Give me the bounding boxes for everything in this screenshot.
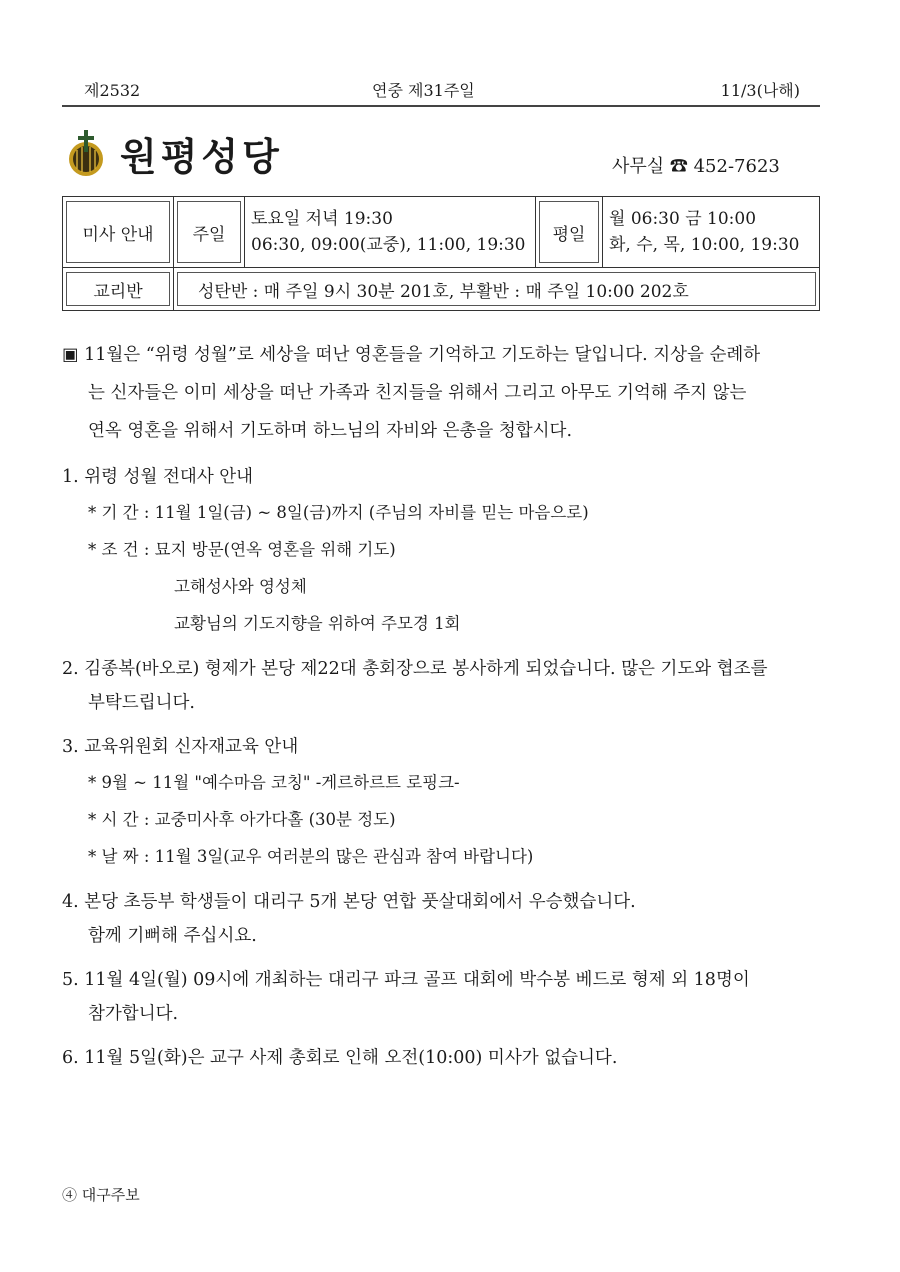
announcement-4-line1: 4. 본당 초등부 학생들이 대리구 5개 본당 연합 풋살대회에서 우승했습니다. <box>62 892 636 912</box>
intro-paragraph <box>62 336 832 450</box>
weekday-times <box>603 206 819 258</box>
intro-line2: 는 신자들은 이미 세상을 떠난 가족과 친지들을 위해서 그리고 아무도 기억해 주지 않는 <box>88 383 747 403</box>
sunday-times <box>245 206 535 258</box>
header-rule <box>62 105 820 107</box>
mass-schedule-table <box>62 196 820 311</box>
bulletin-date: 11/3(나해) <box>720 81 800 100</box>
announcement-3-date: * 날 짜 : 11월 3일(교우 여러분의 많은 관심과 참여 바랍니다) <box>88 847 534 866</box>
announcement-4-line2: 함께 기뻐해 주십시요. <box>88 926 257 946</box>
announcement-1-period: * 기 간 : 11월 1일(금) ~ 8일(금)까지 (주님의 자비를 믿는 마음으로) <box>88 503 589 522</box>
office-phone: 사무실 ☎ 452-7623 <box>612 156 780 177</box>
announcement-4 <box>62 885 832 953</box>
announcement-2-line2: 부탁드립니다. <box>88 693 195 713</box>
parish-name: 원평성당 <box>120 135 283 179</box>
page-footer: ④ 대구주보 <box>62 1186 140 1204</box>
weekday-line2: 화, 수, 목, 10:00, 19:30 <box>609 235 800 255</box>
announcement-6 <box>62 1041 832 1075</box>
intro-line3: 연옥 영혼을 위해서 기도하며 하느님의 자비와 은총을 청합시다. <box>88 421 573 441</box>
announcement-5-line1: 5. 11월 4일(월) 09시에 개최하는 대리구 파크 골프 대회에 박수봉 베드로 형제 외 18명이 <box>62 970 750 990</box>
announcement-3 <box>62 730 832 875</box>
announcement-1-condition-2: 고해성사와 영성체 <box>174 577 307 596</box>
announcements <box>62 336 832 1075</box>
announcement-1-title: 1. 위령 성월 전대사 안내 <box>62 467 254 487</box>
mass-label-cell <box>63 197 174 268</box>
announcement-1-condition: * 조 건 : 묘지 방문(연옥 영혼을 위해 기도) <box>88 540 396 559</box>
intro-line1: ▣ 11월은 “위령 성월”로 세상을 떠난 영혼들을 기억하고 기도하는 달입니다. 지상을 순례하 <box>62 345 761 365</box>
weekday-label: 평일 <box>539 201 599 263</box>
mass-label: 미사 안내 <box>66 201 170 263</box>
sunday-label-cell <box>174 197 245 268</box>
issue-number: 제2532 <box>84 81 141 100</box>
announcement-5-line2: 참가합니다. <box>88 1004 179 1024</box>
announcement-1 <box>62 460 832 642</box>
catechism-text: 성탄반 : 매 주일 9시 30분 201호, 부활반 : 매 주일 10:00 202호 <box>177 272 816 306</box>
liturgical-week: 연중 제31주일 <box>372 81 475 100</box>
catechism-text-cell <box>174 268 820 311</box>
sunday-label: 주일 <box>177 201 241 263</box>
sunday-line1: 토요일 저녁 19:30 <box>251 209 393 229</box>
announcement-2 <box>62 652 832 720</box>
announcement-6-line1: 6. 11월 5일(화)은 교구 사제 총회로 인해 오전(10:00) 미사가 없습니다. <box>62 1048 618 1068</box>
sunday-line2: 06:30, 09:00(교중), 11:00, 19:30 <box>251 235 526 255</box>
weekday-label-cell <box>536 197 603 268</box>
catechism-label: 교리반 <box>66 272 170 306</box>
parish-logo-icon <box>65 128 107 178</box>
catechism-label-cell <box>63 268 174 311</box>
announcement-3-time: * 시 간 : 교중미사후 아가다홀 (30분 정도) <box>88 810 396 829</box>
weekday-line1: 월 06:30 금 10:00 <box>609 209 757 229</box>
announcement-5 <box>62 963 832 1031</box>
weekday-times-cell <box>603 197 820 268</box>
announcement-3-title: 3. 교육위원회 신자재교육 안내 <box>62 737 299 757</box>
sunday-times-cell <box>245 197 536 268</box>
announcement-2-line1: 2. 김종복(바오로) 형제가 본당 제22대 총회장으로 봉사하게 되었습니다. 많은 기도와 협조를 <box>62 659 768 679</box>
announcement-3-course: * 9월 ~ 11월 "예수마음 코칭" -게르하르트 로핑크- <box>88 773 460 792</box>
announcement-1-condition-3: 교황님의 기도지향을 위하여 주모경 1회 <box>174 614 461 633</box>
header-bar <box>62 76 820 106</box>
